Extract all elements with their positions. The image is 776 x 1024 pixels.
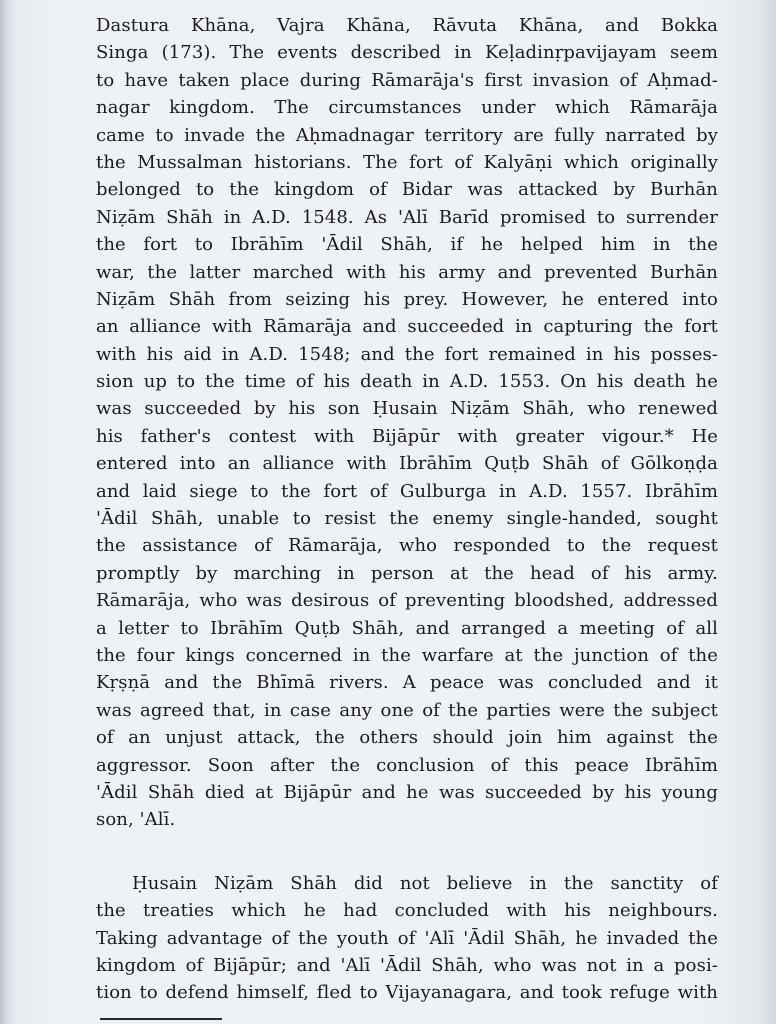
text-line: an alliance with Rāmarāja and succeeded in capturing the fort xyxy=(96,316,718,338)
text-line: the treaties which he had concluded with his neighbours. xyxy=(96,900,718,922)
text-line: and laid siege to the fort of Gulburga in A.D. 1557. Ibrāhīm xyxy=(96,480,718,502)
text-line: came to invade the Aḥmadnagar territory are fully narrated by xyxy=(96,124,718,146)
text-line: was agreed that, in case any one of the parties were the subject xyxy=(96,699,718,721)
text-line: aggressor. Soon after the conclusion of this peace Ibrāhīm xyxy=(96,754,718,776)
text-line: of an unjust attack, the others should join him against the xyxy=(96,727,718,749)
paragraph-1 xyxy=(96,12,718,834)
text-line: Singa (173). The events described in Keḷadinṛpavijayam seem xyxy=(96,42,718,64)
text-line: Niẓām Shāh from seizing his prey. However, he entered into xyxy=(96,288,718,310)
text-line: with his aid in A.D. 1548; and the fort remained in his posses- xyxy=(96,343,718,365)
text-line: the Mussalman historians. The fort of Kalyāṇi which originally xyxy=(96,151,718,173)
text-line: Kṛṣṇā and the Bhīmā rivers. A peace was concluded and it xyxy=(96,672,718,694)
text-line: war, the latter marched with his army and prevented Burhān xyxy=(96,261,718,283)
text-line: Taking advantage of the youth of 'Alī 'Ādil Shāh, he invaded the xyxy=(96,927,718,949)
text-line: a letter to Ibrāhīm Quṭb Shāh, and arranged a meeting of all xyxy=(96,617,718,639)
text-line: Ḥusain Niẓām Shāh did not believe in the sanctity of xyxy=(132,872,718,894)
text-line: the fort to Ibrāhīm 'Ādil Shāh, if he helped him in the xyxy=(96,234,718,256)
text-line: sion up to the time of his death in A.D. 1553. On his death he xyxy=(96,371,718,393)
text-line: tion to defend himself, fled to Vijayanagara, and took refuge with xyxy=(96,982,718,1004)
text-line: 'Ādil Shāh died at Bijāpūr and he was succeeded by his young xyxy=(96,781,718,803)
text-line: belonged to the kingdom of Bidar was attacked by Burhān xyxy=(96,179,718,201)
text-line: to have taken place during Rāmarāja's first invasion of Aḥmad- xyxy=(96,69,718,91)
paragraph-gap xyxy=(96,834,718,870)
text-line: was succeeded by his son Ḥusain Niẓām Shāh, who renewed xyxy=(96,398,718,420)
text-line: his father's contest with Bijāpūr with greater vigour.* He xyxy=(96,425,718,447)
text-line: kingdom of Bijāpūr; and 'Alī 'Ādil Shāh, who was not in a posi- xyxy=(96,954,718,976)
text-line: the four kings concerned in the warfare at the junction of the xyxy=(96,644,718,666)
body-text xyxy=(96,12,718,1007)
text-line: nagar kingdom. The circumstances under which Rāmarāja xyxy=(96,97,718,119)
text-line: Dastura Khāna, Vajra Khāna, Rāvuta Khāna, and Bokka xyxy=(96,15,718,36)
text-line: promptly by marching in person at the head of his army. xyxy=(96,562,718,584)
text-line: Rāmarāja, who was desirous of preventing bloodshed, addressed xyxy=(96,590,718,612)
text-line: 'Ādil Shāh, unable to resist the enemy single-handed, sought xyxy=(96,508,718,530)
paragraph-2 xyxy=(96,870,718,1007)
text-line: Niẓām Shāh in A.D. 1548. As 'Alī Barīd promised to surrender xyxy=(96,206,718,228)
text-line: entered into an alliance with Ibrāhīm Quṭb Shāh of Gōlkoṇḍa xyxy=(96,453,718,475)
text-line: son, 'Alī. xyxy=(96,809,176,831)
footnote-divider xyxy=(100,1018,222,1020)
text-line: the assistance of Rāmarāja, who responded to the request xyxy=(96,535,718,557)
